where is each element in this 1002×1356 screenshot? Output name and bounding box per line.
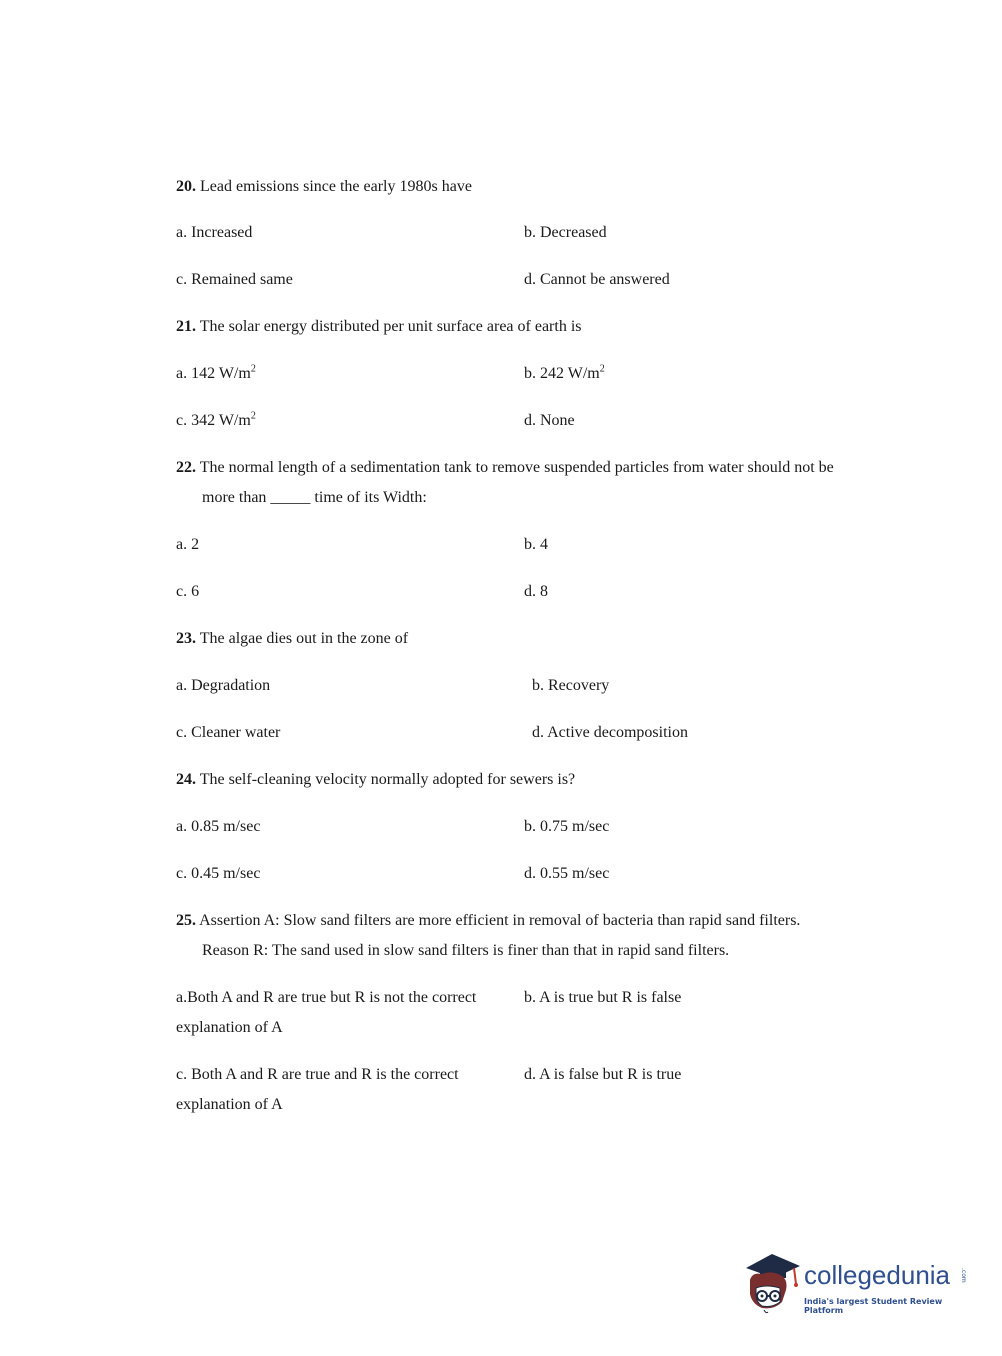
option-d: d. Active decomposition: [532, 724, 688, 741]
logo-wordmark: collegedunia: [804, 1260, 951, 1290]
logo-tagline: India's largest Student Review Platform: [804, 1297, 943, 1315]
option-c: c. Cleaner water: [176, 724, 281, 741]
mascot-icon: [742, 1250, 804, 1320]
option-a: a. Degradation: [176, 677, 271, 694]
question-number: 22.: [176, 459, 196, 476]
option-d: d. None: [524, 412, 575, 429]
question-number: 24.: [176, 771, 196, 788]
option-text: c. 342 W/m: [176, 412, 251, 429]
question-number: 23.: [176, 630, 196, 647]
question-23: [176, 629, 408, 649]
superscript: 2: [250, 363, 256, 375]
option-c: c. 0.45 m/sec: [176, 865, 261, 882]
superscript: 2: [250, 410, 256, 422]
question-25: [176, 911, 800, 931]
question-number: 25.: [176, 912, 196, 929]
option-a: [176, 364, 256, 384]
option-a-continued: explanation of A: [176, 1019, 283, 1036]
option-b: b. 0.75 m/sec: [524, 818, 610, 835]
question-24: [176, 770, 575, 790]
question-text: Lead emissions since the early 1980s have: [200, 178, 472, 195]
superscript: 2: [599, 363, 605, 375]
option-a: a. Increased: [176, 224, 253, 241]
option-b: [524, 364, 605, 384]
option-c: c. Both A and R are true and R is the correct: [176, 1066, 459, 1083]
question-text: The self-cleaning velocity normally adopted for sewers is?: [199, 771, 576, 788]
option-c: [176, 411, 256, 431]
question-20: [176, 177, 472, 197]
option-b: b. Decreased: [524, 224, 607, 241]
option-b: b. 4: [524, 536, 548, 553]
collegedunia-logo: [742, 1250, 972, 1320]
option-b: b. A is true but R is false: [524, 989, 682, 1006]
option-c: c. Remained same: [176, 271, 293, 288]
question-text: Assertion A: Slow sand filters are more efficient in removal of bacteria than rapid sand filters.: [199, 912, 801, 929]
option-d: d. Cannot be answered: [524, 271, 670, 288]
question-text: The algae dies out in the zone of: [199, 630, 409, 647]
option-text: a. 142 W/m: [176, 365, 251, 382]
option-b: b. Recovery: [532, 677, 610, 694]
option-a: a.Both A and R are true but R is not the correct: [176, 989, 477, 1006]
question-text: The normal length of a sedimentation tank to remove suspended particles from water should not be: [199, 459, 834, 476]
option-text: b. 242 W/m: [524, 365, 600, 382]
question-22: [176, 458, 834, 478]
option-a: a. 2: [176, 536, 200, 553]
question-text: The solar energy distributed per unit surface area of earth is: [199, 318, 582, 335]
question-number: 20.: [176, 178, 196, 195]
option-d: d. 8: [524, 583, 548, 600]
question-number: 21.: [176, 318, 196, 335]
option-d: d. 0.55 m/sec: [524, 865, 610, 882]
question-21: [176, 317, 582, 337]
option-a: a. 0.85 m/sec: [176, 818, 261, 835]
question-text-continued: more than _____ time of its Width:: [202, 489, 427, 506]
question-text-continued: Reason R: The sand used in slow sand filters is finer than that in rapid sand filters.: [202, 942, 730, 959]
option-d: d. A is false but R is true: [524, 1066, 682, 1083]
option-c: c. 6: [176, 583, 200, 600]
logo-dotcom: .com: [960, 1268, 967, 1283]
option-c-continued: explanation of A: [176, 1096, 283, 1113]
